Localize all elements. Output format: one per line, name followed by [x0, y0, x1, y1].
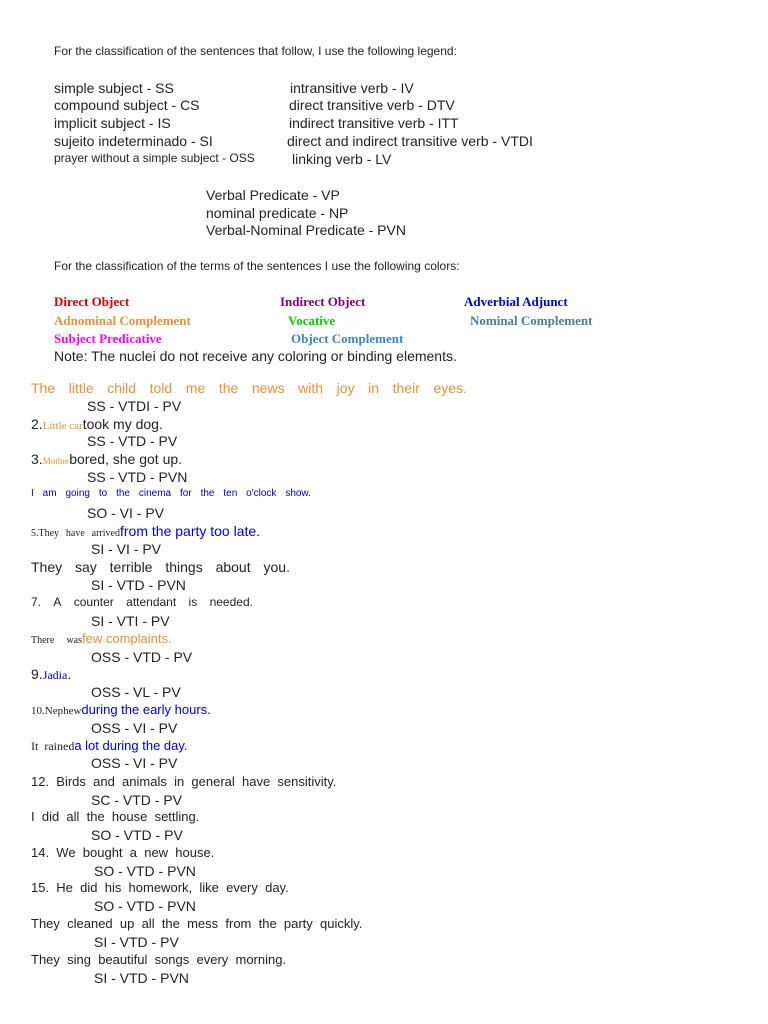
legend-intro: For the classification of the sentences that follow, I use the following legend: — [54, 44, 457, 58]
subject-legend-oss: prayer without a simple subject - OSS — [54, 151, 255, 165]
subject-legend-ss: simple subject - SS — [54, 80, 174, 96]
word: say — [75, 559, 97, 575]
word: attendant — [126, 595, 177, 609]
classification-7: SI - VTI - PV — [91, 613, 170, 629]
predicate-legend-np: nominal predicate - NP — [206, 205, 349, 221]
word: There — [31, 635, 55, 646]
sentence-number: 3. — [31, 451, 43, 467]
color-legend-direct-object: Direct Object — [54, 294, 130, 309]
classification-10: OSS - VI - PV — [91, 720, 178, 736]
word: the — [218, 380, 239, 396]
color-legend-indirect-object: Indirect Object — [280, 294, 366, 309]
color-legend-adverbial-adjunct: Adverbial Adjunct — [464, 294, 568, 309]
vocative-term: Jadia — [42, 668, 68, 682]
sentence-7 — [31, 595, 253, 609]
sentence-small-part — [31, 635, 82, 646]
word: A — [53, 595, 62, 609]
word: for — [180, 488, 192, 499]
color-legend-adnominal-complement: Adnominal Complement — [54, 313, 191, 328]
sentence-8 — [31, 630, 172, 646]
verb-legend-lv: linking verb - LV — [292, 151, 392, 167]
verb-legend-iv: intransitive verb - IV — [290, 80, 414, 96]
color-legend-object-complement: Object Complement — [291, 331, 404, 346]
color-legend-vocative: Vocative — [288, 313, 336, 328]
word: 7. — [31, 595, 42, 609]
sentence-14: 14. We bought a new house. — [31, 845, 215, 860]
classification-15: SO - VTD - PVN — [94, 898, 196, 914]
word: arrived — [91, 528, 120, 539]
sentence-small-part — [31, 528, 120, 539]
sentence-rest: took my dog. — [82, 416, 163, 432]
classification-17: SI - VTD - PVN — [94, 970, 189, 986]
word: was — [66, 635, 82, 646]
subject-legend-cs: compound subject - CS — [54, 97, 200, 113]
sentence-rest: bored, she got up. — [69, 451, 183, 467]
adverbial-term: a lot during the day. — [74, 738, 188, 753]
word: ten — [223, 488, 238, 499]
sentence-3 — [31, 451, 182, 467]
word: counter — [73, 595, 114, 609]
sentence-6 — [31, 559, 290, 575]
word: you. — [263, 559, 290, 575]
sentence-15: 15. He did his homework, like every day. — [31, 880, 289, 895]
sentence-plain-part: It rained — [31, 739, 75, 753]
word: cinema — [138, 488, 172, 499]
classification-5: SI - VI - PV — [91, 541, 162, 557]
word: 5.They — [31, 528, 60, 539]
classification-16: SI - VTD - PV — [94, 934, 179, 950]
word: terrible — [109, 559, 153, 575]
word: needed. — [209, 595, 253, 609]
word: their — [392, 380, 420, 396]
adverbial-term: from the party too late. — [120, 523, 261, 539]
verb-legend-vtdi: direct and indirect transitive verb - VTDI — [287, 133, 533, 149]
classification-14: SO - VTD - PVN — [94, 863, 196, 879]
word: told — [149, 380, 173, 396]
classification-4: SO - VI - PV — [87, 505, 165, 521]
classification-12: SC - VTD - PV — [91, 792, 183, 808]
sentence-13: I did all the house settling. — [31, 809, 200, 824]
sentence-rest: . — [67, 666, 72, 682]
classification-6: SI - VTD - PVN — [91, 577, 186, 593]
classification-8: OSS - VTD - PV — [91, 649, 193, 665]
word: me — [185, 380, 206, 396]
word: in — [368, 380, 380, 396]
subject-legend-is: implicit subject - IS — [54, 115, 171, 131]
color-legend-subject-predicative: Subject Predicative — [54, 331, 162, 346]
word: o'clock — [246, 488, 277, 499]
color-legend-nominal-complement: Nominal Complement — [470, 313, 593, 328]
word: the — [116, 488, 130, 499]
word: show. — [285, 488, 311, 499]
predicate-legend-pvn: Verbal-Nominal Predicate - PVN — [206, 222, 406, 238]
classification-1: SS - VTDI - PV — [87, 398, 182, 414]
adnominal-term: Little car — [42, 420, 83, 432]
sentence-16: They cleaned up all the mess from the party quickly. — [31, 916, 363, 931]
sentence-12: 12. Birds and animals in general have sensitivity. — [31, 774, 337, 789]
word: to — [98, 488, 108, 499]
colors-intro: For the classification of the terms of the sentences I use the following colors: — [54, 259, 460, 273]
word: The — [31, 380, 56, 396]
classification-11: OSS - VI - PV — [91, 755, 178, 771]
sentence-4 — [31, 488, 311, 499]
word: I — [31, 488, 34, 499]
sentence-5 — [31, 523, 260, 539]
word: am — [42, 488, 57, 499]
classification-9: OSS - VL - PV — [91, 684, 181, 700]
word: joy — [336, 380, 355, 396]
word: is — [188, 595, 198, 609]
word: eyes. — [433, 380, 467, 396]
word: have — [65, 528, 85, 539]
word: going — [65, 488, 90, 499]
note: Note: The nuclei do not receive any coloring or binding elements. — [54, 348, 457, 364]
subject-legend-si: sujeito indeterminado - SI — [54, 133, 213, 149]
word: things — [165, 559, 203, 575]
classification-3: SS - VTD - PVN — [87, 469, 188, 485]
word: news — [251, 380, 285, 396]
adverbial-term: during the early hours. — [81, 702, 211, 717]
sentence-10 — [31, 701, 211, 717]
verb-legend-dtv: direct transitive verb - DTV — [289, 97, 455, 113]
sentence-small-part: 10.Nephew — [31, 705, 82, 717]
word: They — [31, 559, 63, 575]
verb-legend-itt: indirect transitive verb - ITT — [289, 115, 459, 131]
classification-13: SO - VTD - PV — [91, 827, 183, 843]
adnominal-term: Mother — [42, 456, 70, 466]
classification-2: SS - VTD - PV — [87, 433, 178, 449]
sentence-11 — [31, 737, 188, 754]
word: with — [298, 380, 324, 396]
sentence-number: 9. — [31, 666, 43, 682]
sentence-17: They sing beautiful songs every morning. — [31, 952, 287, 967]
word: little — [68, 380, 94, 396]
sentence-2 — [31, 416, 163, 432]
word: about — [215, 559, 251, 575]
adnominal-term: few complaints. — [82, 631, 172, 646]
sentence-1 — [31, 380, 467, 396]
sentence-9 — [31, 666, 71, 683]
word: child — [107, 380, 137, 396]
word: the — [200, 488, 215, 499]
predicate-legend-vp: Verbal Predicate - VP — [206, 187, 340, 203]
sentence-number: 2. — [31, 416, 43, 432]
